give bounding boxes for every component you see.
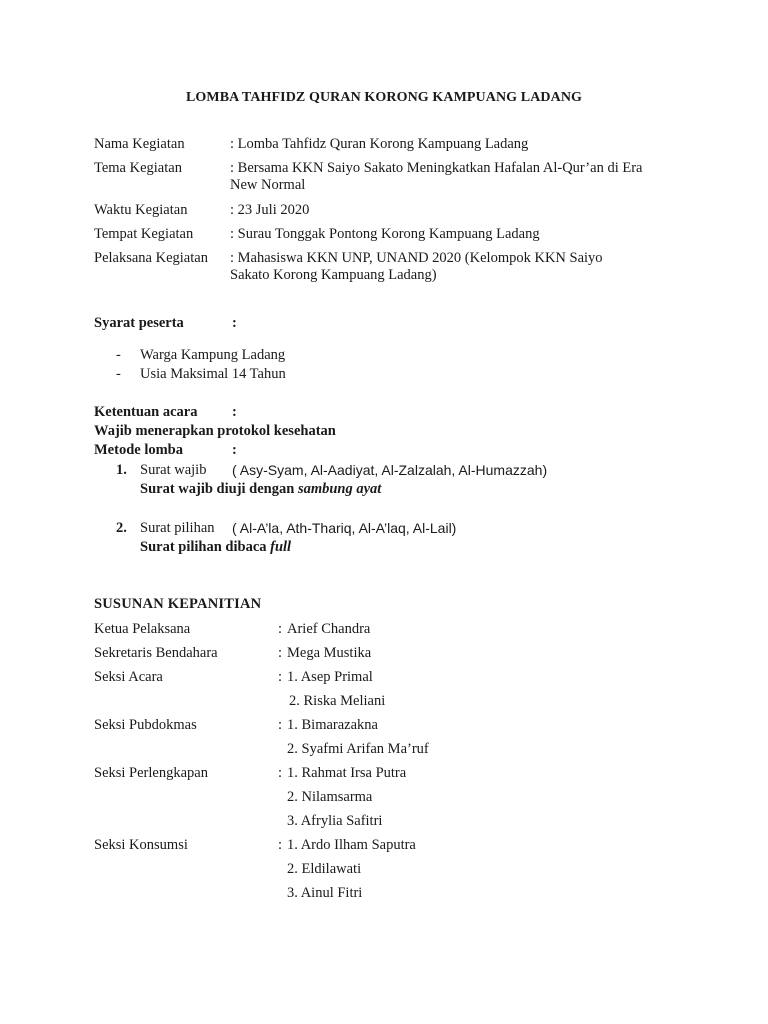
metode-item-surah-list: ( Al-A’la, Ath-Thariq, Al-A’laq, Al-Lail) <box>232 520 457 536</box>
metode-colon: : <box>232 442 237 458</box>
committee-role: Ketua Pelaksana <box>94 621 191 637</box>
committee-member: 1. Asep Primal <box>287 669 373 685</box>
info-value-tema: : Bersama KKN Saiyo Sakato Meningkatkan Hafalan Al-Qur’an di Era <box>230 160 643 176</box>
committee-member: 2. Eldilawati <box>287 861 362 877</box>
info-label-tempat: Tempat Kegiatan <box>94 226 194 242</box>
committee-separator: : <box>278 717 283 733</box>
metode-item-note <box>140 539 291 556</box>
info-label-nama: Nama Kegiatan <box>94 136 185 152</box>
committee-separator: : <box>278 837 283 853</box>
committee-separator: : <box>278 621 283 637</box>
metode-label: Metode lomba <box>94 442 183 458</box>
info-value-tema-cont: New Normal <box>230 177 306 193</box>
susunan-heading: SUSUNAN KEPANITIAN <box>94 596 262 612</box>
committee-role: Seksi Acara <box>94 669 163 685</box>
metode-item-number: 2. <box>116 520 127 536</box>
committee-separator: : <box>278 645 283 661</box>
metode-item-label: Surat wajib <box>140 462 207 478</box>
ketentuan-colon: : <box>232 404 237 420</box>
syarat-label: Syarat peserta <box>94 315 184 331</box>
info-label-waktu: Waktu Kegiatan <box>94 202 188 218</box>
syarat-bullet: - <box>116 366 121 382</box>
metode-item-note <box>140 481 381 498</box>
committee-separator: : <box>278 765 283 781</box>
ketentuan-text: Wajib menerapkan protokol kesehatan <box>94 423 336 439</box>
metode-note-text: Surat wajib diuji dengan <box>140 481 298 497</box>
info-value-tempat: : Surau Tonggak Pontong Korong Kampuang Ladang <box>230 226 540 242</box>
syarat-item: Usia Maksimal 14 Tahun <box>140 366 286 382</box>
info-value-pelaksana: : Mahasiswa KKN UNP, UNAND 2020 (Kelompok KKN Saiyo <box>230 250 603 266</box>
syarat-colon: : <box>232 315 237 331</box>
ketentuan-label: Ketentuan acara <box>94 404 198 420</box>
info-label-tema: Tema Kegiatan <box>94 160 182 176</box>
metode-item-label: Surat pilihan <box>140 520 215 536</box>
committee-member: 3. Ainul Fitri <box>287 885 363 901</box>
committee-member: 3. Afrylia Safitri <box>287 813 383 829</box>
committee-role: Seksi Konsumsi <box>94 837 188 853</box>
committee-role: Sekretaris Bendahara <box>94 645 218 661</box>
metode-item-number: 1. <box>116 462 127 478</box>
committee-member: 1. Ardo Ilham Saputra <box>287 837 416 853</box>
metode-note-emphasis: sambung ayat <box>297 481 382 497</box>
committee-separator: : <box>278 669 283 685</box>
committee-member: Arief Chandra <box>287 621 371 637</box>
syarat-bullet: - <box>116 347 121 363</box>
committee-member: 1. Bimarazakna <box>287 717 378 733</box>
metode-note-emphasis: full <box>270 539 292 555</box>
info-value-nama: : Lomba Tahfidz Quran Korong Kampuang Ladang <box>230 136 529 152</box>
committee-member: 1. Rahmat Irsa Putra <box>287 765 407 781</box>
metode-item-surah-list: ( Asy-Syam, Al-Aadiyat, Al-Zalzalah, Al-Humazzah) <box>232 462 548 478</box>
document-title: LOMBA TAHFIDZ QURAN KORONG KAMPUANG LADANG <box>185 90 583 105</box>
metode-note-text: Surat pilihan dibaca <box>140 539 271 555</box>
committee-member: Mega Mustika <box>287 645 372 661</box>
committee-member: 2. Nilamsarma <box>287 789 373 805</box>
info-value-pelaksana-cont: Sakato Korong Kampuang Ladang) <box>230 267 437 283</box>
committee-member: 2. Syafmi Arifan Ma’ruf <box>287 741 429 757</box>
committee-role: Seksi Perlengkapan <box>94 765 208 781</box>
committee-role: Seksi Pubdokmas <box>94 717 197 733</box>
syarat-item: Warga Kampung Ladang <box>140 347 286 363</box>
info-value-waktu: : 23 Juli 2020 <box>230 202 310 218</box>
committee-member: 2. Riska Meliani <box>289 693 386 709</box>
info-label-pelaksana: Pelaksana Kegiatan <box>94 250 208 266</box>
